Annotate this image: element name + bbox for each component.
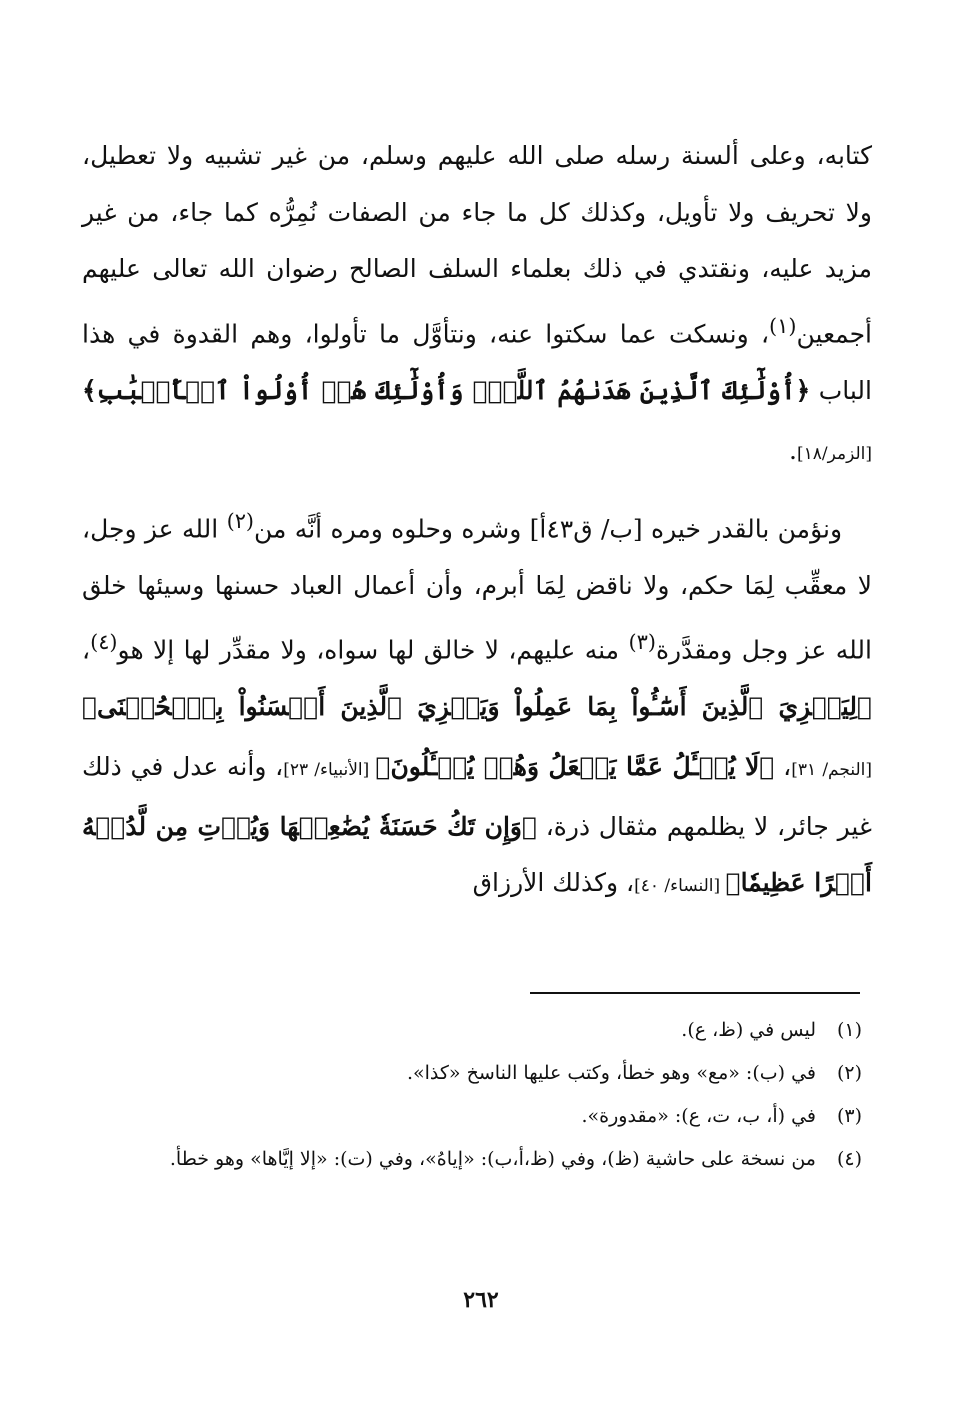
main-text (82, 128, 872, 915)
quran-verse: ﴿لَا يُسۡـَٔلُ عَمَّا يَفۡعَلُ وَهُمۡ يُسۡـَٔلُونَ﴾ (375, 752, 775, 782)
footnote-ref-3[interactable]: (٣) (628, 630, 656, 655)
footnote-ref-2[interactable]: (٢) (226, 508, 255, 533)
footnote-text: ليس في (ظ، ع). (681, 1019, 816, 1041)
footnote-number: (١) (836, 1019, 862, 1041)
text-segment: منه عليهم، لا خالق لها سواه، ولا مقدِّر لها إلا هو (117, 635, 629, 665)
footnote-2 (82, 1055, 862, 1091)
text-segment: ، وأنه عدل في ذلك غير جائر، لا يظلمهم مثقال ذرة، (82, 752, 872, 841)
text-segment: ، ونسكت عما سكتوا عنه، ونتأوَّل ما تأولوا، وهم القدوة في هذا الباب (82, 319, 872, 406)
text-segment: الله عز وجل، لا معقِّب لِمَا حكم، ولا ناقض لِمَا أبرم، وأن أعمال العباد حسنها وسيئها خلق الله عز وجل ومقدَّرة (82, 513, 872, 665)
footnote-divider (530, 992, 860, 994)
verse-reference: [الأنبياء/ ٢٣] (283, 760, 376, 781)
text-segment: . (789, 435, 797, 465)
footnote-ref-4[interactable]: (٤) (90, 630, 118, 655)
verse-reference: [النجم/ ٣١] (791, 760, 873, 781)
paragraph-1 (82, 128, 872, 483)
verse-reference: [النساء/ ٤٠] (634, 876, 726, 897)
paragraph-2 (82, 493, 872, 916)
footnote-3 (82, 1098, 862, 1134)
footnote-1 (82, 1012, 862, 1048)
footnote-ref-1[interactable]: (١) (769, 314, 797, 339)
footnote-4 (82, 1141, 862, 1177)
footnote-number: (٤) (836, 1148, 862, 1170)
footnote-text: من نسخة على حاشية (ظ)، وفي (ظ،أ،ب): «إياهُ»، وفي (ت): «إلا إيَّاها» وهو خطأ. (169, 1148, 816, 1170)
verse-reference: [الزمر/١٨] (796, 443, 872, 464)
quran-verse: ﴿وَإِن تَكُ حَسَنَةٗ يُضَٰعِفۡهَا وَيُؤۡتِ مِن لَّدُنۡهُ أَجۡرًا عَظِيمٗا﴾ (82, 811, 872, 898)
text-segment: ، وكذلك الأرزاق (472, 868, 635, 898)
footnote-number: (٢) (836, 1062, 862, 1084)
footnote-text: في (ب): «مع» وهو خطأ، وكتب عليها الناسخ «كذا». (406, 1062, 816, 1084)
footnotes (82, 1012, 862, 1184)
text-segment: كتابه، وعلى ألسنة رسله صلى الله عليهم وسلم، من غير تشبيه ولا تعطيل، ولا تحريف ولا تأويل، وكذلك كل ما جاء من الصفات نُمِرُّه كما جاء، من غير مزيد عليه، ونقتدي في ذلك بعلماء السلف الصالح رضوان الله تعالى عليهم أجمعين (82, 141, 872, 349)
text-segment: ، (82, 635, 91, 665)
footnote-text: في (أ، ب، ت، ع): «مقدورة». (581, 1105, 816, 1127)
text-segment: ، (774, 752, 792, 782)
page-number: ٢٦٢ (463, 1287, 499, 1313)
quran-verse: ﴿أُوْلَٰٓئِكَ ٱلَّذِينَ هَدَىٰهُمُ ٱللَّهُۖ وَأُوْلَٰٓئِكَ هُمۡ أُوْلُواْ ٱلۡأَلۡبَٰبِ﴾ (82, 376, 811, 406)
quran-verse: ﴿لِيَجۡزِيَ ٱلَّذِينَ أَسَٰٓـُٔواْ بِمَا عَمِلُواْ وَيَجۡزِيَ ٱلَّذِينَ أَحۡسَنُواْ بِٱلۡحُسۡنَى﴾ (82, 692, 872, 722)
text-segment: ونؤمن بالقدر خيره [ب/ ق٤٣أ] وشره وحلوه ومره أنَّه من (254, 513, 843, 543)
footnote-number: (٣) (836, 1105, 862, 1127)
